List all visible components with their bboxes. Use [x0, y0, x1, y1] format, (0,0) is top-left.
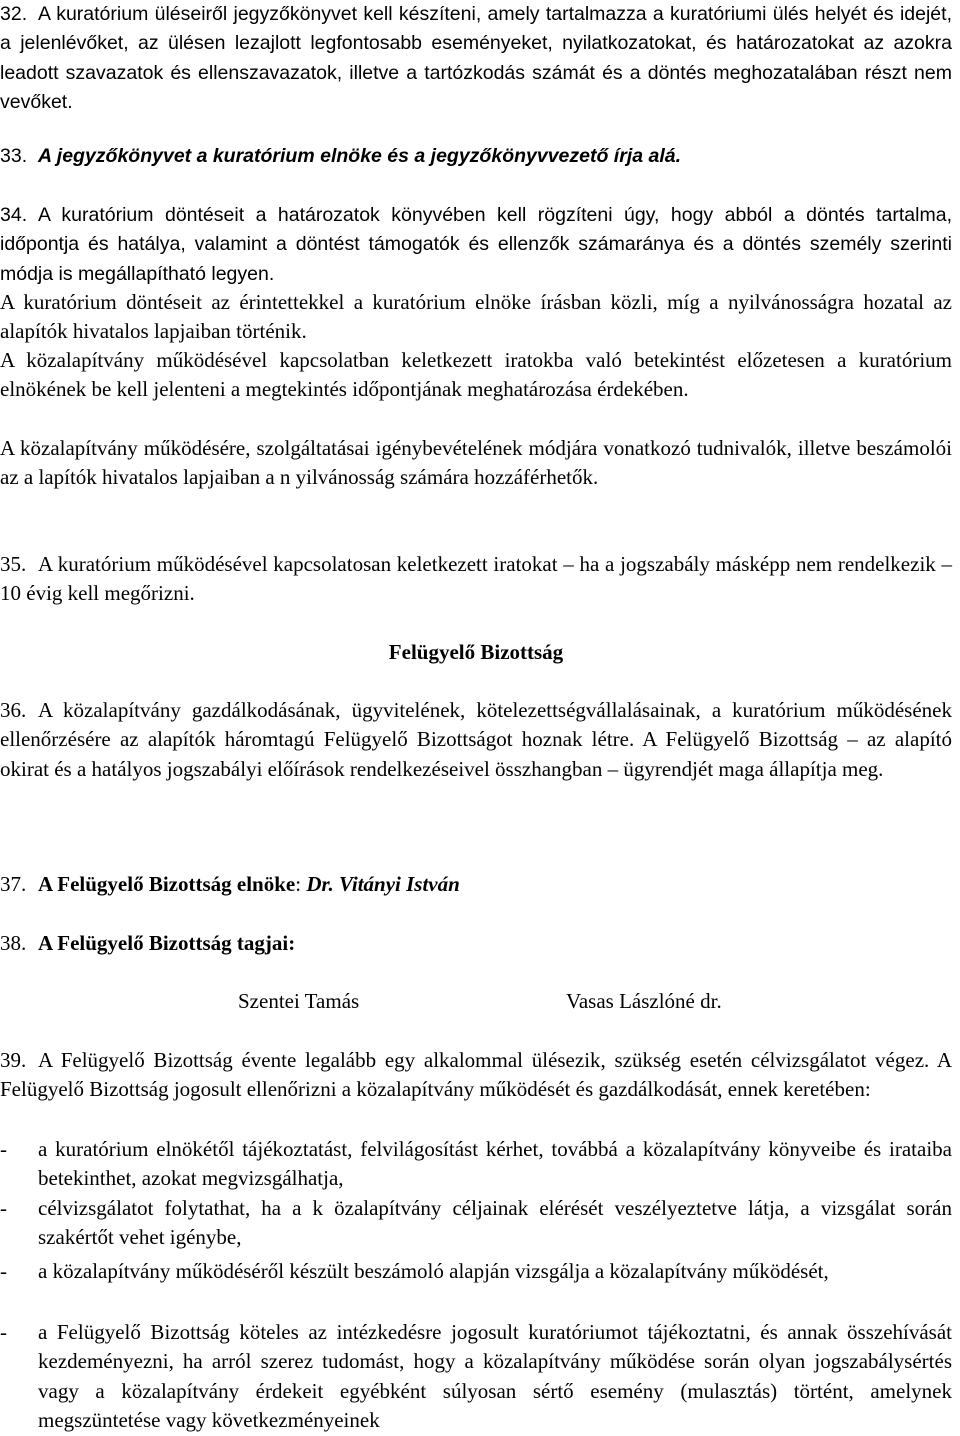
member-name: Vasas Lászlóné dr. — [566, 989, 722, 1013]
chair-name: Dr. Vitányi István — [306, 872, 460, 896]
section-text: A közalapítvány gazdálkodásának, ügyvitelének, kötelezettségvállalásainak, a kuratórium működésének ellenőrzésére az alapítók háromtagú Felügyelő Bizottságot hoznak létre. A Felügyelő Bizottság – az alapító okirat és a hatályos jogszabályi előírások rendelkezéseivel összhangban – ügyrendjét maga állapítja meg. — [0, 698, 952, 781]
dash-bullet: - — [0, 1196, 7, 1220]
section-heading: Felügyelő Bizottság — [388, 640, 564, 664]
member-name: Szentei Tamás — [238, 989, 360, 1013]
section-number: 37. — [0, 872, 27, 896]
section-34-paragraph-3 — [0, 346, 952, 405]
list-item — [0, 1194, 952, 1253]
dash-bullet: - — [0, 1137, 7, 1161]
paragraph: A közalapítvány működésére, szolgáltatásai igénybevételének módjára vonatkozó tudnivalók, illetve beszámolói az a lapítók hivatalos lapjaiban a n yilvánosság számára hozzáférhetők. — [0, 436, 952, 490]
section-text: A kuratórium üléseiről jegyzőkönyvet kell készíteni, amely tartalmazza a kuratóriumi ülés helyét és idejét, a jelenlévőket, az ülésen lezajlott legfontosabb eseményeket, nyilatkozatokat, és határozatokat az azokra leadott szavazatok és ellenszavazatok, illetve a tartózkodás számát és a döntés meghozatalában részt nem vevőket. — [0, 3, 952, 114]
section-text: A kuratórium döntéseit a határozatok könyvében kell rögzíteni úgy, hogy abból a döntés tartalma, időpontja és hatálya, valamint a döntést támogatók és ellenzők számaránya és a döntés személy szerinti módja is megállapítható legyen. — [0, 204, 952, 285]
section-text: A kuratórium működésével kapcsolatosan keletkezett iratokat – ha a jogszabály másképp nem rendelkezik – 10 évig kell megőrizni. — [0, 552, 952, 606]
chair-colon: : — [295, 872, 302, 896]
chair-label: A Felügyelő Bizottság elnöke — [38, 872, 296, 896]
dash-bullet: - — [0, 1320, 7, 1344]
section-36 — [0, 696, 952, 784]
section-number: 33. — [0, 145, 28, 167]
paragraph: A kuratórium döntéseit az érintettekkel a kuratórium elnöke írásban közli, míg a nyilvánosságra hozatal az alapítók hivatalos lapjaiban történik. — [0, 290, 952, 344]
section-38 — [0, 929, 952, 958]
section-35 — [0, 550, 952, 609]
list-item — [0, 1257, 952, 1286]
section-34-paragraph-4 — [0, 434, 952, 493]
section-39 — [0, 1046, 952, 1105]
paragraph — [0, 201, 952, 289]
list-item — [0, 1135, 952, 1194]
members-label: A Felügyelő Bizottság tagjai: — [38, 931, 296, 955]
section-number: 39. — [0, 1048, 27, 1072]
section-text: A Felügyelő Bizottság évente legalább egy alkalommal ülésezik, szükség esetén célvizsgálatot végez. A Felügyelő Bizottság jogosult ellenőrizni a közalapítvány működését és gazdálkodását, ennek keretében: — [0, 1048, 952, 1102]
section-33 — [0, 142, 952, 171]
list-item-text: a közalapítvány működéséről készült beszámoló alapján vizsgálja a közalapítvány működését, — [38, 1259, 829, 1283]
section-34 — [0, 201, 952, 289]
section-number: 38. — [0, 931, 27, 955]
dash-bullet: - — [0, 1259, 7, 1283]
list-item-text: a kuratórium elnökétől tájékoztatást, felvilágosítást kérhet, továbbá a közalapítvány könyveibe és irataiba betekinthet, azokat megvizsgálhatja, — [38, 1137, 952, 1191]
list-item-text: a Felügyelő Bizottság köteles az intézkedésre jogosult kuratóriumot tájékoztatni, és annak összehívását kezdeményezni, ha arról szerez tudomást, hogy a közalapítvány működése során olyan jogszabálysértés vagy a közalapítvány érdekeit egyébként súlyosan sértő esemény (mulasztás) történt, amelynek megszüntetése vagy következményeinek — [38, 1320, 952, 1433]
section-32 — [0, 0, 952, 118]
list-item — [0, 1318, 952, 1436]
list-item-text: célvizsgálatot folytathat, ha a k özalapítvány céljainak elérését veszélyeztetve látja, a vizsgálat során szakértőt vehet igénybe, — [38, 1196, 952, 1250]
section-37 — [0, 870, 952, 899]
section-number: 36. — [0, 698, 27, 722]
section-34-paragraph-2 — [0, 288, 952, 347]
paragraph: A közalapítvány működésével kapcsolatban keletkezett iratokba való betekintést előzetesen a kuratórium elnökének be kell jelenteni a megtekintés időpontjának meghatározása érdekében. — [0, 348, 952, 402]
section-number: 35. — [0, 552, 27, 576]
section-number: 34. — [0, 204, 28, 226]
section-text: A jegyzőkönyvet a kuratórium elnöke és a jegyzőkönyvvezető írja alá. — [38, 145, 682, 167]
section-number: 32. — [0, 3, 28, 25]
